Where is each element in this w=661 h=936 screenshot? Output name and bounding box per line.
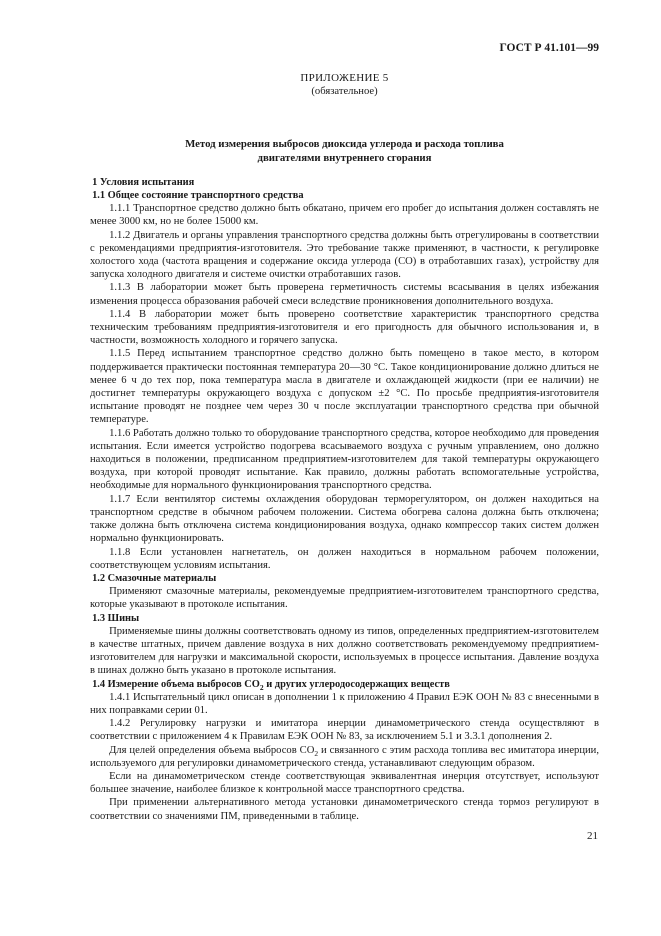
paragraph-1-1-8: 1.1.8 Если установлен нагнетатель, он должен находиться в нормальном рабочем положении, соответствующем условиям испытания.: [90, 546, 599, 571]
paragraph-1-1-1: 1.1.1 Транспортное средство должно быть обкатано, причем его пробег до испытания должен составлять не менее 3000 км, но не более 15000 км.: [90, 203, 599, 228]
co2-weight-subscript: 2: [314, 748, 319, 758]
paragraph-1-4-1: 1.4.1 Испытательный цикл описан в дополнении 1 к приложению 4 Правил ЕЭК ООН № 83 с внесенными в них поправками серии 01.: [90, 691, 599, 716]
paragraph-1-1-3: 1.1.3 В лаборатории может быть проверена герметичность системы всасывания в целях избежания изменения процесса образования рабочей смеси вследствие проникновения дополнительного воздуха.: [90, 282, 599, 307]
paragraph-1-1-5: 1.1.5 Перед испытанием транспортное средство должно быть помещено в такое место, в котором поддерживается практически постоянная температура 20—30 °С. Такое кондиционирование должно длиться не менее 6 ч до тех пор, пока температура масла в двигателе и охлаждающей жидкости (при ее наличии) не достигнет температуры окружающего воздуха с допуском ±2 °С. По просьбе предприятия-изготовителя испытание проводят не позднее чем через 30 ч после эксплуатации транспортного средства при обычной температуре.: [90, 348, 599, 426]
section-heading-1-2: 1.2 Смазочные материалы: [92, 572, 217, 584]
section-heading-1-4: [90, 678, 599, 691]
paragraph-equivalent-inertia: Если на динамометрическом стенде соответствующая эквивалентная инерция отсутствует, используют большее значение, наиболее близкое к контрольной массе транспортного средства.: [90, 770, 599, 796]
standard-number: ГОСТ Р 41.101—99: [499, 42, 599, 54]
appendix-title: ПРИЛОЖЕНИЕ 5: [300, 72, 389, 84]
page-content: [90, 72, 599, 823]
paragraph-1-2: Применяют смазочные материалы, рекомендуемые предприятием-изготовителем транспортного средства, которые указывают в протоколе испытания.: [90, 586, 599, 611]
co2-weight-part-a: Для целей определения объема выбросов CO: [109, 744, 315, 756]
section-heading-1-1: 1.1 Общее состояние транспортного средства: [92, 190, 304, 202]
paragraph-1-3: Применяемые шины должны соответствовать одному из типов, определенных предприятием-изготовителем в качестве штатных, причем давление воздуха в них должно соответствовать рекомендуемому предприятием-изготовителем для нагрузки и максимальной скорости, используемых в процессе испытания. Давление воздуха в шинах должно быть указано в протоколе испытания.: [90, 625, 599, 677]
paragraph-1-1-6: 1.1.6 Работать должно только то оборудование транспортного средства, которое необходимо для проведения испытания. Если имеется устройство подогрева всасываемого воздуха с ручным управлением, оно должно находиться в положении, предписанном предприятием-изготовителем для такой температуры окружающего воздуха, при которой проводят испытание. Как правило, должны работать вспомогательные устройства, необходимые для нормального функционирования транспортного средства.: [90, 427, 599, 492]
paragraph-1-1-7: 1.1.7 Если вентилятор системы охлаждения оборудован терморегулятором, он должен находиться на транспортном средстве в обычном рабочем положении. Система обогрева салона должна быть отключена; также должна быть отключена система кондиционирования воздуха, однако компрессор таких систем должен нормально функционировать.: [90, 493, 599, 545]
paragraph-1-4-2: 1.4.2 Регулировку нагрузки и имитатора инерции динамометрического стенда осуществляют в соответствии с приложением 4 к Правилам ЕЭК ООН № 83, за исключением 5.1 и 3.3.1 дополнения 2.: [90, 718, 599, 743]
co2-weight-part-b: и связанного с этим расхода топлива вес имитатора инерции, используемого для регулировки динамометрического стенда, устанавливают следующим образом.: [90, 744, 599, 769]
heading-1-4-part-b: и других углеродосодержащих веществ: [263, 678, 450, 690]
paragraph-1-1-2: 1.1.2 Двигатель и органы управления транспортного средства должны быть отрегулированы в соответствии с рекомендациями предприятия-изготовителя. Это требование также применяют, в частности, к регулировке холостого хода (частота вращения и содержание оксида углерода (СО) в отработавших газах), устройству для запуска холодного двигателя и системе очистки отработавших газов.: [90, 229, 599, 281]
main-title-line-1: Метод измерения выбросов диоксида углерода и расхода топлива: [185, 138, 504, 151]
paragraph-co2-weight: [90, 744, 599, 770]
main-title-line-2: двигателями внутреннего сгорания: [257, 151, 432, 164]
main-title: [90, 138, 599, 164]
section-heading-1-3: 1.3 Шины: [92, 612, 140, 624]
page-number: 21: [587, 830, 598, 842]
section-heading-1: 1 Условия испытания: [92, 176, 195, 188]
paragraph-1-1-4: 1.1.4 В лаборатории может быть проверено соответствие характеристик транспортного средства техническим требованиям предприятия-изготовителя и его пригодность для обычного использования и, в частности, возможность холодного и горячего запуска.: [90, 308, 599, 347]
heading-1-4-subscript: 2: [259, 682, 264, 692]
heading-1-4-part-a: 1.4 Измерение объема выбросов CO: [92, 678, 260, 690]
appendix-subtitle: (обязательное): [311, 86, 378, 98]
paragraph-alternative-method: При применении альтернативного метода установки динамометрического стенда тормоз регулируют в соответствии со значениями ПМ, приведенными в таблице.: [90, 797, 599, 822]
